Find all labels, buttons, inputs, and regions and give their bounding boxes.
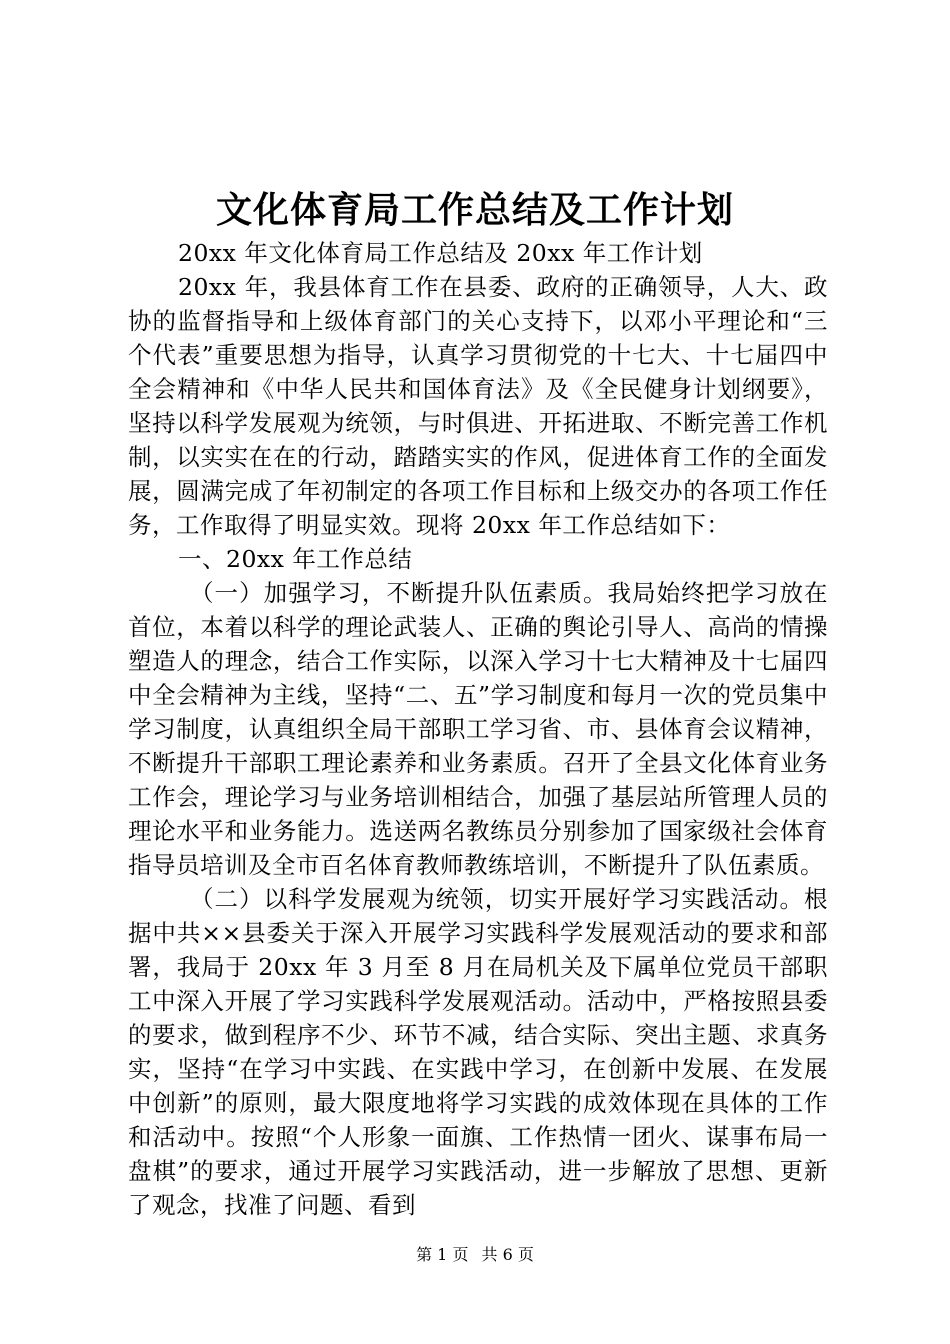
page-footer: [0, 1244, 950, 1266]
page-number: 第 1 页: [416, 1245, 469, 1264]
document-title: 文化体育局工作总结及工作计划: [215, 189, 734, 231]
section-heading: 一、20xx 年工作总结: [178, 545, 413, 573]
section-paragraph-1: （一）加强学习，不断提升队伍素质。我局始终把学习放在首位，本着以科学的理论武装人、正确的舆论引导人、高尚的情操塑造人的理念，结合工作实际，以深入学习十七大精神及十七届四中全会精神为主线，坚持“二、五”学习制度和每月一次的党员集中学习制度，认真组织全局干部职工学习省、市、县体育会议精神，不断提升干部职工理论素养和业务素质。召开了全县文化体育业务工作会，理论学习与业务培训相结合，加强了基层站所管理人员的理论水平和业务能力。选送两名教练员分别参加了国家级社会体育指导员培训及全市百名体育教师教练培训，不断提升了队伍素质。: [128, 579, 828, 879]
page-total: 共 6 页: [481, 1245, 534, 1264]
subtitle-paragraph: 20xx 年文化体育局工作总结及 20xx 年工作计划: [178, 239, 703, 267]
document-body: [128, 236, 828, 1222]
intro-paragraph: 20xx 年，我县体育工作在县委、政府的正确领导，人大、政协的监督指导和上级体育部门的关心支持下，以邓小平理论和“三个代表”重要思想为指导，认真学习贯彻党的十七大、十七届四中全会精神和《中华人民共和国体育法》及《全民健身计划纲要》，坚持以科学发展观为统领，与时俱进、开拓进取、不断完善工作机制，以实实在在的行动，踏踏实实的作风，促进体育工作的全面发展，圆满完成了年初制定的各项工作目标和上级交办的各项工作任务，工作取得了明显实效。现将 20xx 年工作总结如下：: [128, 273, 828, 539]
section-paragraph-2: （二）以科学发展观为统领，切实开展好学习实践活动。根据中共××县委关于深入开展学习实践科学发展观活动的要求和部署，我局于 20xx 年 3 月至 8 月在局机关及下属单位党员干部职工中深入开展了学习实践科学发展观活动。活动中，严格按照县委的要求，做到程序不少、环节不减，结合实际、突出主题、求真务实，坚持“在学习中实践、在实践中学习，在创新中发展、在发展中创新”的原则，最大限度地将学习实践的成效体现在具体的工作和活动中。按照“个人形象一面旗、工作热情一团火、谋事布局一盘棋”的要求，通过开展学习实践活动，进一步解放了思想、更新了观念，找准了问题、看到: [128, 885, 828, 1219]
